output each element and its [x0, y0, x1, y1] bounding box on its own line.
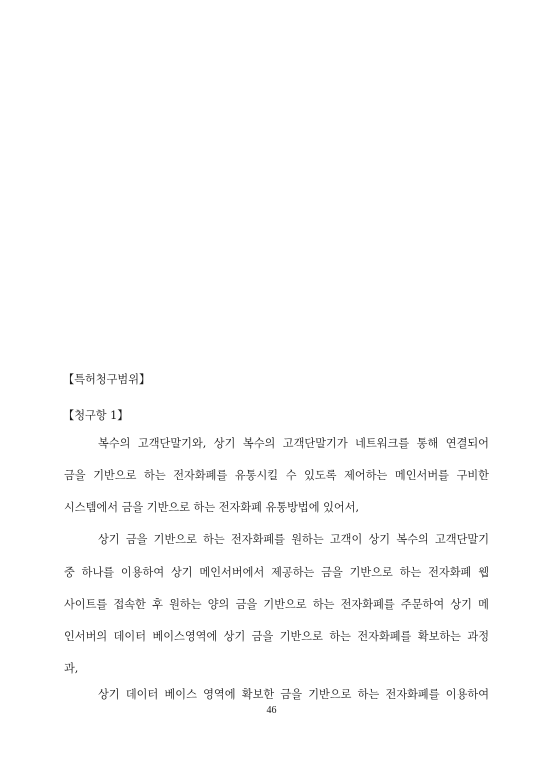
text-line: 시스템에서 금을 기반으로 하는 전자화폐 유통방법에 있어서,	[64, 501, 360, 514]
text-line: 상기 데이터 베이스 영역에 확보한 금을 기반으로 하는 전자화폐를 이용하여	[98, 688, 489, 701]
section-heading: 【특허청구범위】	[63, 373, 151, 386]
text-line: 금을 기반으로 하는 전자화폐를 유통시킬 수 있도록 제어하는 메인서버를 구비한	[64, 469, 489, 482]
text-line: 인서버의 데이터 베이스영역에 상기 금을 기반으로 하는 전자화폐를 확보하는 과정	[64, 630, 489, 643]
text-line: 상기 금을 기반으로 하는 전자화폐를 원하는 고객이 상기 복수의 고객단말기	[98, 533, 489, 546]
page-number: 46	[266, 705, 277, 716]
text-line: 과,	[64, 662, 79, 675]
text-line: 사이트를 접속한 후 원하는 양의 금을 기반으로 하는 전자화폐를 주문하여 상기 메	[64, 598, 489, 611]
claim-heading: 【청구항 1】	[63, 409, 129, 422]
text-line: 복수의 고객단말기와, 상기 복수의 고객단말기가 네트워크를 통해 연결되어	[98, 437, 489, 450]
text-line: 중 하나를 이용하여 상기 메인서버에서 제공하는 금을 기반으로 하는 전자화폐 웹	[64, 566, 489, 579]
